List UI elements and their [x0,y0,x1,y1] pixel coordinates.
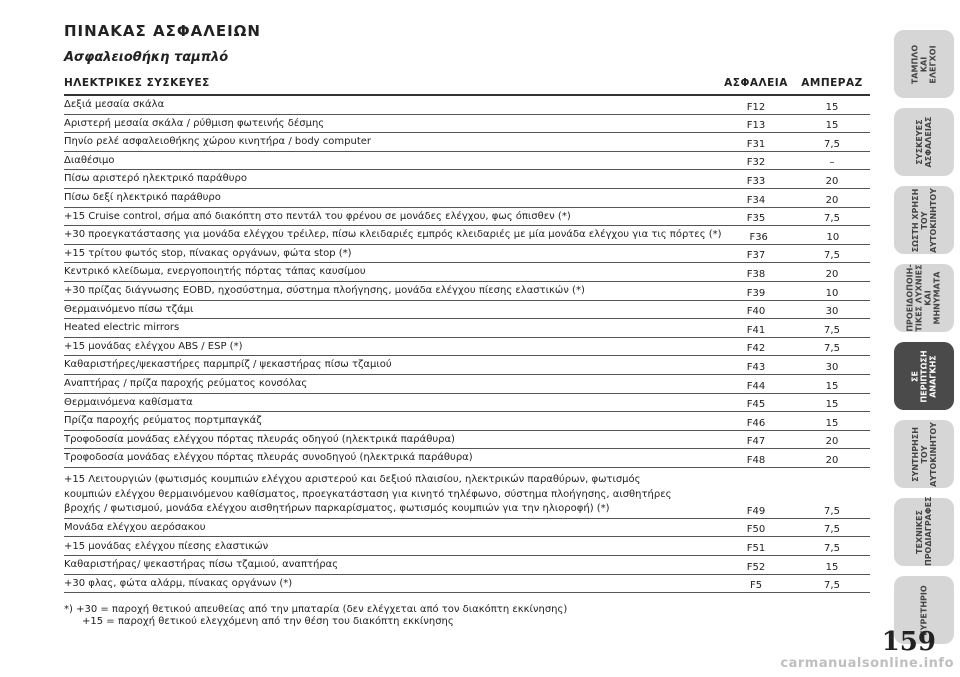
device-description: Καθαριστήρες/ψεκαστήρες παρμπρίζ / ψεκαστήρας πίσω τζαμιού [64,359,392,371]
device-description: Heated electric mirrors [64,322,180,334]
fuse-id: F46 [746,417,766,429]
section-tab-1[interactable] [894,30,954,98]
table-row [64,208,870,227]
table-row [64,356,870,375]
fuse-id: F41 [746,324,766,336]
fuse-id: F36 [749,231,768,243]
table-row [64,519,870,538]
footnote-plus15: +15 = παροχή θετικού ελεγχόμενη από την θέση του διακόπτη εκκίνησης [82,616,454,627]
amperage-value: 20 [825,436,839,448]
footnotes [64,604,567,628]
table-row [64,449,870,468]
amperage-value: – [829,157,835,169]
table-row [64,282,870,301]
footnote-plus30: *) +30 = παροχή θετικού απευθείας από την μπαταρία (δεν ελέγχεται από τον διακόπτη εκκίνησης) [64,604,568,615]
section-subtitle: Ασφαλειοθήκη ταμπλό [64,50,229,65]
section-tab-label: ΣΕ ΠΕΡΙΠΤΩΣΗ ΑΝΑΓΚΗΣ [910,349,938,403]
fuse-id: F49 [746,505,766,517]
table-row [64,468,870,519]
page-number: 159 [881,627,936,657]
section-tab-label: ΠΡΟΕΙΔΟΠΟΙΗ- ΤΙΚΕΣ ΛΥΧΝΙΕΣ ΚΑΙ ΜΗΝΥΜΑΤΑ [906,264,942,332]
fuse-id: F48 [746,454,766,466]
fuse-id: F45 [746,399,766,411]
amperage-value: 20 [825,194,839,206]
table-row [64,556,870,575]
section-tab-3[interactable] [894,186,954,254]
device-description: +15 Cruise control, σήμα από διακόπτη στο πεντάλ του φρένου σε μονάδες ελέγχου, φως όπισθεν (*) [64,210,571,222]
amperage-value: 7,5 [824,505,840,517]
amperage-value: 15 [825,561,839,573]
amperage-value: 15 [825,399,839,411]
section-tab-label: ΣΩΣΤΗ ΧΡΗΣΗ ΤΟΥ ΑΥΤΟΚΙΝΗΤΟΥ [910,187,938,253]
amperage-value: 7,5 [824,524,840,536]
device-description: Αναπτήρας / πρίζα παροχής ρεύματος κονσόλας [64,378,308,389]
section-tab-7[interactable] [894,498,954,566]
amperage-value: 7,5 [824,343,840,355]
fuse-id: F44 [746,380,766,392]
device-description: Θερμαινόμενα καθίσματα [64,396,193,408]
fuse-id: F47 [746,436,766,448]
amperage-value: 7,5 [824,138,840,150]
amperage-value: 20 [825,454,839,466]
table-row [64,537,870,556]
fuse-id: F42 [746,343,766,355]
table-header [64,72,870,96]
device-description: +15 μονάδας ελέγχου ABS / ESP (*) [64,340,243,352]
table-row [64,115,870,134]
device-description: Θερμαινόμενο πίσω τζάμι [64,303,194,315]
amperage-value: 7,5 [824,213,840,225]
device-description: +30 προεγκατάστασης για μονάδα ελέγχου τρέιλερ, πίσω κλειδαριές εμπρός κλειδαριές με μία μονάδα ελέγχου για τις πόρτες (*) [64,229,722,241]
device-description: Αριστερή μεσαία σκάλα / ρύθμιση φωτεινής δέσμης [64,117,325,129]
fuse-id: F12 [746,101,766,113]
amperage-value: 7,5 [824,580,840,592]
device-description: Πηνίο ρελέ ασφαλειοθήκης χώρου κινητήρα / body computer [64,136,372,148]
fuse-id: F13 [746,120,766,132]
fuse-id: F34 [746,194,766,206]
device-description: Πρίζα παροχής ρεύματος πορτμπαγκάζ [64,415,262,427]
fuse-id: F33 [746,175,766,187]
table-row [64,394,870,413]
section-tab-label: ΣΥΣΚΕΥΕΣ ΑΣΦΑΛΕΙΑΣ [915,116,933,168]
device-description: +15 Λειτουργιών (φωτισμός κουμπιών ελέγχου αριστερού και δεξιού πλαισίου, ηλεκτρικών παραθύρων, φωτισμός κουμπιών ελέγχου θερμαινόμενου καθίσματος, προεγκατάσταση για κινητό τηλέφωνο, σύστημα πλοήγησης, αισθητήρες βροχής / φωτισμού, μονάδα ελέγχου αισθητήρων παρκαρίσματος, φωτισμός κουμπιών για την ηλιοροφή) (*) [64,474,672,515]
section-tab-label: ΕΥΡΕΤΗΡΙΟ [919,584,929,636]
section-tab-label: ΣΥΝΤΗΡΗΣΗ ΤΟΥ ΑΥΤΟΚΙΝΗΤΟΥ [910,421,938,487]
device-description: Τροφοδοσία μονάδας ελέγχου πόρτας πλευράς οδηγού (ηλεκτρικά παράθυρα) [64,433,455,445]
fuse-id: F5 [749,580,763,592]
table-row [64,245,870,264]
table-row [64,301,870,320]
fuse-id: F31 [746,138,766,150]
section-tab-label: ΤΑΜΠΛΟ ΚΑΙ ΕΛΕΓΧΟΙ [910,44,938,84]
amperage-value: 15 [825,417,839,429]
fuse-id: F52 [746,561,766,573]
page-title: ΠΙΝΑΚΑΣ ΑΣΦΑΛΕΙΩΝ [64,22,261,40]
table-row [64,96,870,115]
amperage-value: 30 [825,361,839,373]
section-tab-4[interactable] [894,264,954,332]
column-header-devices: ΗΛΕΚΤΡΙΚΕΣ ΣΥΣΚΕΥΕΣ [64,76,210,89]
fuse-id: F39 [746,287,766,299]
table-row [64,152,870,171]
fuse-id: F40 [746,306,766,318]
fuse-id: F32 [746,157,766,169]
table-row [64,170,870,189]
amperage-value: 30 [825,306,839,318]
device-description: +30 πρίζας διάγνωσης EOBD, ηχοσύστημα, σύστημα πλοήγησης, μονάδα ελέγχου πίεσης ελαστικών (*) [64,285,585,297]
table-row [64,412,870,431]
device-description: Τροφοδοσία μονάδας ελέγχου πόρτας πλευράς συνοδηγού (ηλεκτρικά παράθυρα) [64,452,473,464]
table-body [64,96,870,593]
device-description: +15 τρίτου φωτός stop, πίνακας οργάνων, φώτα stop (*) [64,247,352,259]
device-description: Κεντρικό κλείδωμα, ενεργοποιητής πόρτας τάπας καυσίμου [64,266,366,278]
fuse-table [64,72,870,593]
amperage-value: 7,5 [824,324,840,336]
column-header-amperage: ΑΜΠΕΡΑΖ [801,77,863,89]
device-description: Δεξιά μεσαία σκάλα [64,99,165,111]
fuse-id: F38 [746,268,766,280]
fuse-id: F51 [746,543,766,555]
table-row [64,133,870,152]
device-description: +30 φλας, φώτα αλάρμ, πίνακας οργάνων (*) [64,577,293,589]
table-row [64,226,870,245]
device-description: Καθαριστήρας/ ψεκαστήρας πίσω τζαμιού, αναπτήρας [64,559,339,571]
fuse-id: F43 [746,361,766,373]
amperage-value: 20 [825,175,839,187]
device-description: +15 μονάδας ελέγχου πίεσης ελαστικών [64,540,269,552]
table-row [64,319,870,338]
table-row [64,189,870,208]
amperage-value: 7,5 [824,543,840,555]
amperage-value: 10 [826,231,840,243]
section-tab-5[interactable] [894,342,954,410]
section-tab-label: ΤΕΧΝΙΚΕΣ ΠΡΟΔΙΑΓΡΑΦΕΣ [915,496,933,566]
fuse-id: F50 [746,524,766,536]
table-row [64,431,870,450]
column-header-fuse: ΑΣΦΑΛΕΙΑ [724,77,788,89]
amperage-value: 15 [825,380,839,392]
fuse-id: F35 [746,213,766,225]
table-row [64,375,870,394]
device-description: Διαθέσιμο [64,154,115,166]
section-tab-2[interactable] [894,108,954,176]
device-description: Πίσω αριστερό ηλεκτρικό παράθυρο [64,173,247,185]
section-tab-6[interactable] [894,420,954,488]
table-row [64,338,870,357]
amperage-value: 20 [825,268,839,280]
device-description: Μονάδα ελέγχου αερόσακου [64,521,206,533]
amperage-value: 10 [825,287,839,299]
table-row [64,575,870,594]
watermark: carmanualsonline.info [780,656,954,671]
amperage-value: 15 [825,101,839,113]
amperage-value: 7,5 [824,250,840,262]
fuse-id: F37 [746,250,766,262]
table-row [64,263,870,282]
amperage-value: 15 [825,120,839,132]
device-description: Πίσω δεξί ηλεκτρικό παράθυρο [64,192,221,204]
